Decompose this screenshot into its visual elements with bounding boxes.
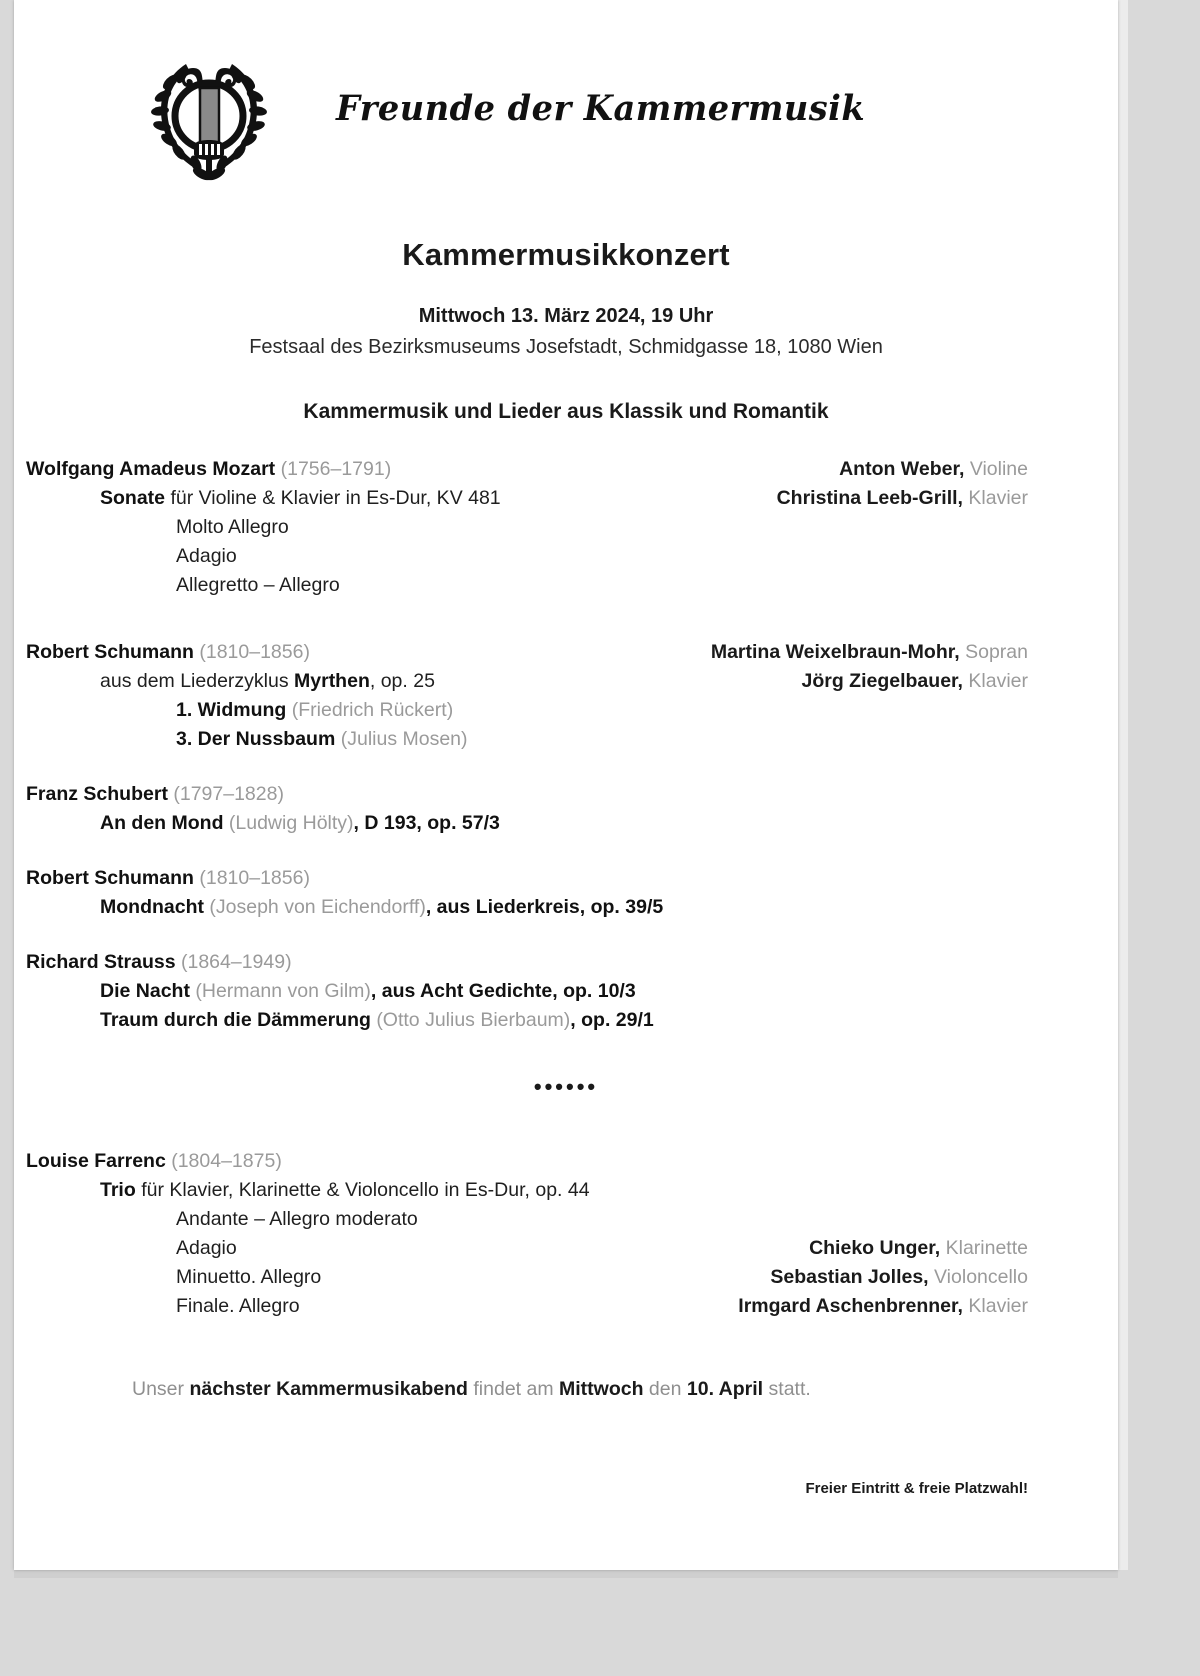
composer-row <box>14 783 1118 812</box>
work-title: Myrthen <box>294 670 370 692</box>
composer-dates: (1810–1856) <box>199 641 310 663</box>
concert-venue: Festsaal des Bezirksmuseums Josefstadt, Schmidgasse 18, 1080 Wien <box>249 336 883 358</box>
song-catalog: , aus Liederkreis, op. 39/5 <box>425 896 664 918</box>
work-row <box>14 670 1118 699</box>
song-title: Mondnacht <box>100 896 204 918</box>
movement-row <box>14 574 1118 603</box>
song-title: 1. Widmung <box>176 699 287 721</box>
composer-row <box>14 641 1118 670</box>
section-divider: •••••• <box>533 1074 599 1099</box>
page-edge-shadow <box>1118 0 1128 1570</box>
performer-name: Jörg Ziegelbauer, <box>801 670 963 692</box>
composer-label <box>14 1150 686 1173</box>
performer-instrument: Klavier <box>968 1295 1028 1317</box>
song-catalog: , op. 29/1 <box>570 1009 654 1031</box>
spacer <box>14 1038 1118 1076</box>
composer-name: Franz Schubert <box>26 783 168 805</box>
song-row <box>14 728 1118 757</box>
work-strauss <box>14 951 1118 1038</box>
performer-instrument: Violine <box>969 458 1028 480</box>
work-detail: für Klavier, Klarinette & Violoncello in Es-Dur, op. 44 <box>141 1179 590 1201</box>
movement-label: Adagio <box>176 1237 237 1259</box>
letterhead <box>14 34 1118 184</box>
movement-label: Minuetto. Allegro <box>176 1266 322 1288</box>
spacer <box>14 841 1118 867</box>
composer-row <box>14 458 1118 487</box>
work-label <box>14 1179 760 1202</box>
spacer <box>14 1098 1118 1136</box>
next-concert-note <box>132 1378 811 1401</box>
composer-label <box>14 867 686 890</box>
performer-instrument: Klarinette <box>945 1237 1028 1259</box>
admission-note: Freier Eintritt & freie Platzwahl! <box>805 1480 1028 1497</box>
performer-row <box>802 670 1029 693</box>
composer-row <box>14 951 1118 980</box>
performer-instrument: Klavier <box>968 670 1028 692</box>
work-title: Trio <box>100 1179 136 1201</box>
performer-name: Christina Leeb-Grill, <box>776 487 963 509</box>
composer-name: Robert Schumann <box>26 641 194 663</box>
work-prefix: aus dem Liederzyklus <box>100 670 289 692</box>
performer-name: Chieko Unger, <box>809 1237 941 1259</box>
composer-row <box>14 1150 1118 1179</box>
movement-row <box>14 1295 1118 1324</box>
movement-row <box>14 545 1118 574</box>
composer-dates: (1797–1828) <box>173 783 284 805</box>
movement-row <box>14 1237 1118 1266</box>
performer-instrument: Klavier <box>968 487 1028 509</box>
next-concert-mid2: den <box>643 1378 687 1400</box>
song-poet: (Otto Julius Bierbaum) <box>376 1009 571 1031</box>
programme-subtitle: Kammermusik und Lieder aus Klassik und Romantik <box>303 400 829 423</box>
composer-label <box>14 783 686 806</box>
concert-datetime: Mittwoch 13. März 2024, 19 Uhr <box>418 305 714 327</box>
song-row <box>14 1009 1118 1038</box>
composer-name: Louise Farrenc <box>26 1150 166 1172</box>
movement-label: Finale. Allegro <box>176 1295 300 1317</box>
page-bottom-edge <box>14 1570 1118 1578</box>
performer-row <box>738 1295 1028 1318</box>
performer-row <box>839 458 1028 481</box>
performer-instrument: Sopran <box>965 641 1028 663</box>
song-label <box>14 728 836 751</box>
performer-row <box>770 1266 1028 1289</box>
movement-label: Andante – Allegro moderato <box>176 1208 418 1230</box>
performer-row <box>809 1237 1028 1260</box>
song-poet: (Joseph von Eichendorff) <box>209 896 426 918</box>
next-concert-prefix: Unser <box>132 1378 190 1400</box>
movement-label: Allegretto – Allegro <box>176 574 340 596</box>
song-row <box>14 812 1118 841</box>
movement-row <box>14 516 1118 545</box>
performer-name: Sebastian Jolles, <box>770 1266 929 1288</box>
song-title: Die Nacht <box>100 980 190 1002</box>
composer-dates: (1756–1791) <box>280 458 392 480</box>
composer-name: Richard Strauss <box>26 951 176 973</box>
work-farrenc <box>14 1150 1118 1324</box>
next-concert-emphasis: nächster Kammermusikabend <box>189 1378 468 1400</box>
next-concert-mid: findet am <box>467 1378 560 1400</box>
song-row <box>14 896 1118 925</box>
movement-label: Adagio <box>176 545 237 567</box>
song-poet: (Friedrich Rückert) <box>291 699 454 721</box>
composer-dates: (1804–1875) <box>171 1150 282 1172</box>
performer-name: Anton Weber, <box>839 458 965 480</box>
song-label <box>14 812 760 835</box>
work-detail: , op. 25 <box>369 670 435 692</box>
composer-label <box>14 951 686 974</box>
work-mozart <box>14 458 1118 603</box>
performer-name: Martina Weixelbraun-Mohr, <box>710 641 960 663</box>
composer-label <box>14 641 686 664</box>
spacer <box>14 757 1118 783</box>
song-poet: (Hermann von Gilm) <box>195 980 371 1002</box>
work-label <box>14 487 760 510</box>
song-title: An den Mond <box>100 812 224 834</box>
song-poet: (Ludwig Hölty) <box>228 812 354 834</box>
composer-dates: (1864–1949) <box>180 951 292 973</box>
page-title: Kammermusikkonzert <box>402 237 730 272</box>
song-title: Traum durch die Dämmerung <box>100 1009 371 1031</box>
song-catalog: , aus Acht Gedichte, op. 10/3 <box>370 980 636 1002</box>
composer-label <box>14 458 686 481</box>
composer-row <box>14 867 1118 896</box>
song-poet: (Julius Mosen) <box>340 728 468 750</box>
concert-program-page <box>14 0 1118 1570</box>
performer-instrument: Violoncello <box>934 1266 1028 1288</box>
performer-row <box>777 487 1028 510</box>
performer-row <box>711 641 1028 664</box>
movement-row <box>14 1208 1118 1237</box>
song-catalog: , D 193, op. 57/3 <box>353 812 500 834</box>
song-label <box>14 699 836 722</box>
composer-dates: (1810–1856) <box>199 867 310 889</box>
work-schumann-myrthen <box>14 641 1118 757</box>
movement-row <box>14 1266 1118 1295</box>
work-detail: für Violine & Klavier in Es-Dur, KV 481 <box>170 487 501 509</box>
song-row <box>14 699 1118 728</box>
work-row <box>14 1179 1118 1208</box>
programme-list <box>14 458 1118 1324</box>
next-concert-suffix: statt. <box>763 1378 811 1400</box>
movement-label: Molto Allegro <box>176 516 289 538</box>
organization-name: Freunde der Kammermusik <box>336 88 866 129</box>
work-schumann-mondnacht <box>14 867 1118 925</box>
song-title: 3. Der Nussbaum <box>176 728 336 750</box>
composer-name: Robert Schumann <box>26 867 194 889</box>
song-label <box>14 896 760 919</box>
work-row <box>14 487 1118 516</box>
spacer <box>14 1136 1118 1150</box>
lyre-laurel-wreath-icon <box>136 38 282 184</box>
performer-name: Irmgard Aschenbrenner, <box>738 1295 963 1317</box>
work-title: Sonate <box>100 487 166 509</box>
song-label <box>14 980 760 1003</box>
next-concert-weekday: Mittwoch <box>559 1378 644 1400</box>
song-label <box>14 1009 760 1032</box>
spacer <box>14 925 1118 951</box>
spacer <box>14 603 1118 641</box>
work-schubert <box>14 783 1118 841</box>
next-concert-date: 10. April <box>686 1378 764 1400</box>
song-row <box>14 980 1118 1009</box>
work-label <box>14 670 760 693</box>
composer-name: Wolfgang Amadeus Mozart <box>26 458 276 480</box>
